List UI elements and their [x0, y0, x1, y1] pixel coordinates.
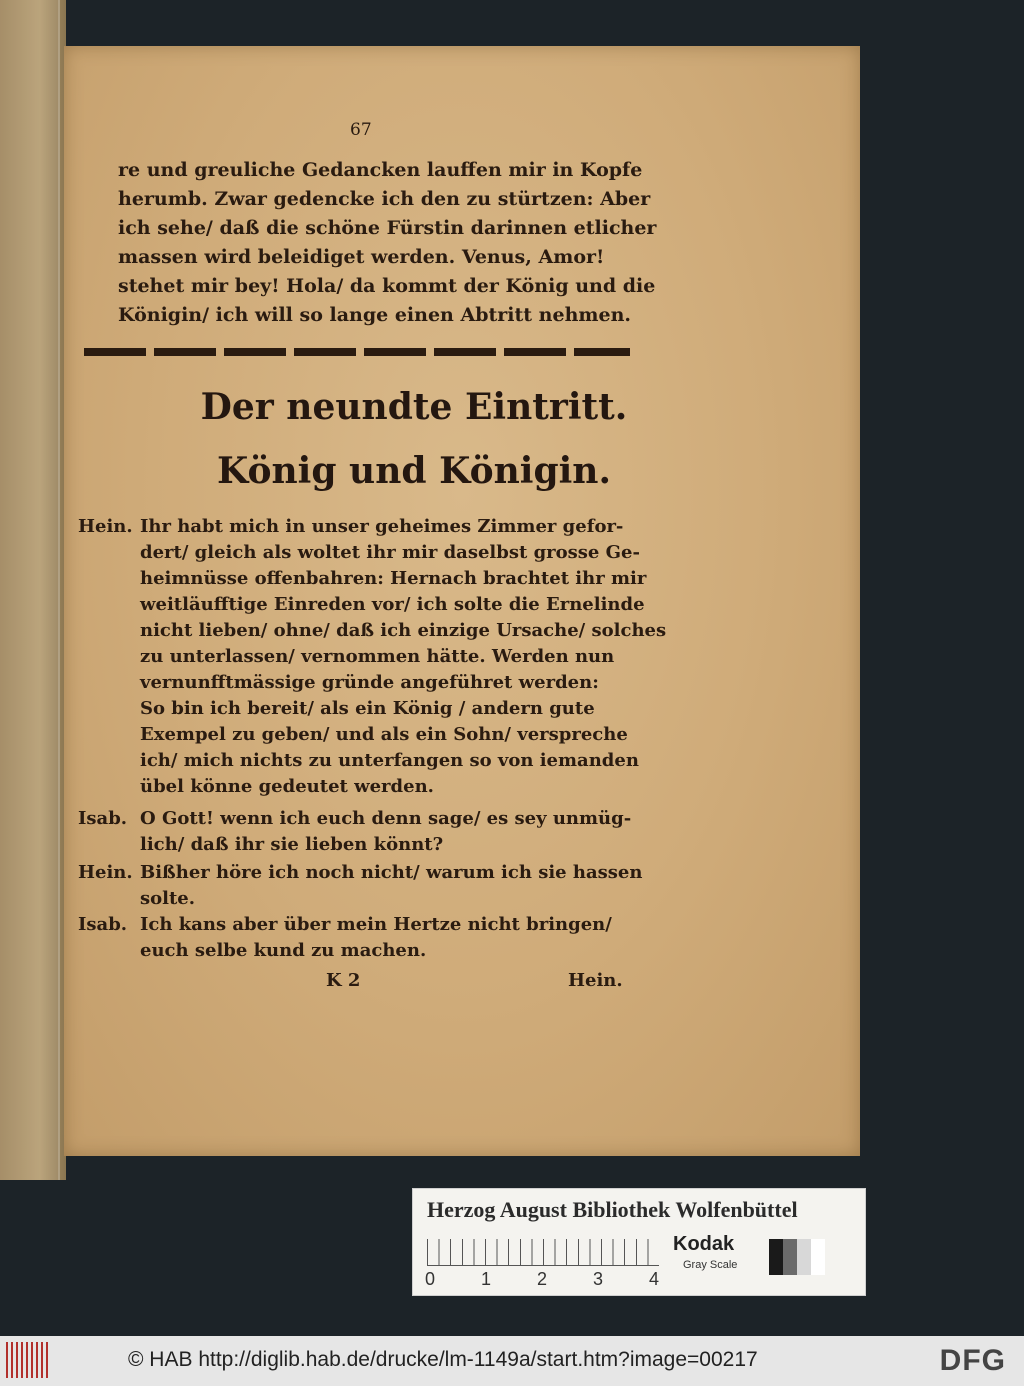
page-number: 67: [350, 120, 372, 140]
paragraph-line: herumb. Zwar gedencke ich den zu stürtzen: Aber: [118, 188, 651, 210]
dialog-entry: [78, 514, 667, 800]
opening-paragraph: [118, 156, 678, 330]
dialog-text: solte.: [140, 888, 196, 909]
gray-swatches: [769, 1239, 825, 1275]
dialog-line: [78, 618, 667, 644]
copyright-link[interactable]: © HAB http://diglib.hab.de/drucke/lm-1149a/start.htm?image=00217: [128, 1348, 758, 1371]
dialog-entry: [78, 860, 643, 912]
dialog-line: [78, 722, 638, 748]
dialog-line: [78, 860, 643, 886]
color-calibration-bar: [412, 1188, 866, 1296]
dialog-text: ich/ mich nichts zu unterfangen so von iemanden: [140, 750, 639, 771]
dialog-line: [78, 670, 638, 696]
dialog-line: [78, 832, 638, 858]
gray-swatch: [783, 1239, 797, 1275]
speaker-name: Isab.: [78, 808, 128, 829]
dialog-text: zu unterlassen/ vernommen hätte. Werden nun: [140, 646, 615, 667]
dialog-text: Exempel zu geben/ und als ein Sohn/ verspreche: [140, 724, 628, 745]
dialog-text: euch selbe kund zu machen.: [140, 940, 427, 961]
dialog-text: So bin ich bereit/ als ein König / andern gute: [140, 698, 595, 719]
dfg-logo: DFG: [939, 1344, 1006, 1377]
viewer-footer: [0, 1336, 1024, 1386]
dialog-text: weitläufftige Einreden vor/ ich solte die Ernelinde: [140, 594, 645, 615]
dialog-text: Bißher höre ich noch nicht/ warum ich sie hassen: [140, 862, 643, 883]
signature-mark: K 2: [326, 970, 361, 991]
speaker-name: Hein.: [78, 516, 133, 537]
dialog-line: [78, 938, 638, 964]
scene-heading: Der neundte Eintritt.: [200, 386, 628, 428]
dialog-text: Ich kans aber über mein Hertze nicht bringen/: [140, 914, 612, 935]
dialog-entry: [78, 912, 638, 964]
dialog-text: nicht lieben/ ohne/ daß ich einzige Ursache/ solches: [140, 620, 667, 641]
dialog-line: [78, 566, 647, 592]
ruler-tick-label: 1: [481, 1269, 492, 1289]
ruler-tick-label: 2: [537, 1269, 548, 1289]
dialog-line: [78, 592, 645, 618]
ornamental-rule: [84, 348, 630, 356]
dialog-line: [78, 644, 638, 670]
ruler-tick-label: 0: [425, 1269, 436, 1289]
dialog-text: heimnüsse offenbahren: Hernach brachtet ihr mir: [140, 568, 647, 589]
scale-ruler: [427, 1239, 659, 1266]
dialog-line: [78, 886, 638, 912]
dialog-line: [78, 806, 638, 832]
protective-sheet: [0, 0, 60, 1180]
gray-swatch: [811, 1239, 825, 1275]
ruler-tick-label: 3: [593, 1269, 604, 1289]
dialog-line: [78, 514, 638, 540]
dialog-text: vernunfftmässige gründe angeführet werden:: [140, 672, 599, 693]
scene-subheading: König und Königin.: [216, 450, 612, 492]
ruler-tick-label: 4: [649, 1269, 660, 1289]
dialog-line: [78, 540, 638, 566]
dialog-text: lich/ daß ihr sie lieben könnt?: [140, 834, 444, 855]
barcode-icon: [6, 1342, 48, 1378]
dialog-entry: [78, 806, 638, 858]
kodak-logo: Kodak: [673, 1233, 735, 1255]
paragraph-line: re und greuliche Gedancken lauffen mir in Kopfe: [118, 159, 643, 181]
dialog-text: O Gott! wenn ich euch denn sage/ es sey unmüg-: [140, 808, 632, 829]
book-page: [64, 46, 860, 1156]
dialog-text: Ihr habt mich in unser geheimes Zimmer gefor-: [140, 516, 624, 537]
catchword: Hein.: [568, 970, 623, 991]
dialog-line: [78, 912, 638, 938]
dialog-line: [78, 774, 638, 800]
dialog-text: dert/ gleich als woltet ihr mir daselbst grosse Ge-: [140, 542, 640, 563]
paragraph-line: massen wird beleidiget werden. Venus, Amor!: [118, 246, 605, 268]
speaker-name: Isab.: [78, 914, 128, 935]
paragraph-line: ich sehe/ daß die schöne Fürstin darinnen etlicher: [118, 217, 657, 239]
dialog-line: [78, 748, 638, 774]
paragraph-line: stehet mir bey! Hola/ da kommt der König und die: [118, 275, 656, 297]
gray-swatch: [769, 1239, 783, 1275]
dialog-line: [78, 696, 638, 722]
library-name: Herzog August Bibliothek Wolfenbüttel: [427, 1197, 798, 1222]
gray-swatch: [797, 1239, 811, 1275]
gray-scale-label: Gray Scale: [683, 1259, 738, 1271]
paragraph-line: Königin/ ich will so lange einen Abtritt nehmen.: [118, 304, 631, 326]
dialog-text: übel könne gedeutet werden.: [140, 776, 434, 797]
speaker-name: Hein.: [78, 862, 133, 883]
